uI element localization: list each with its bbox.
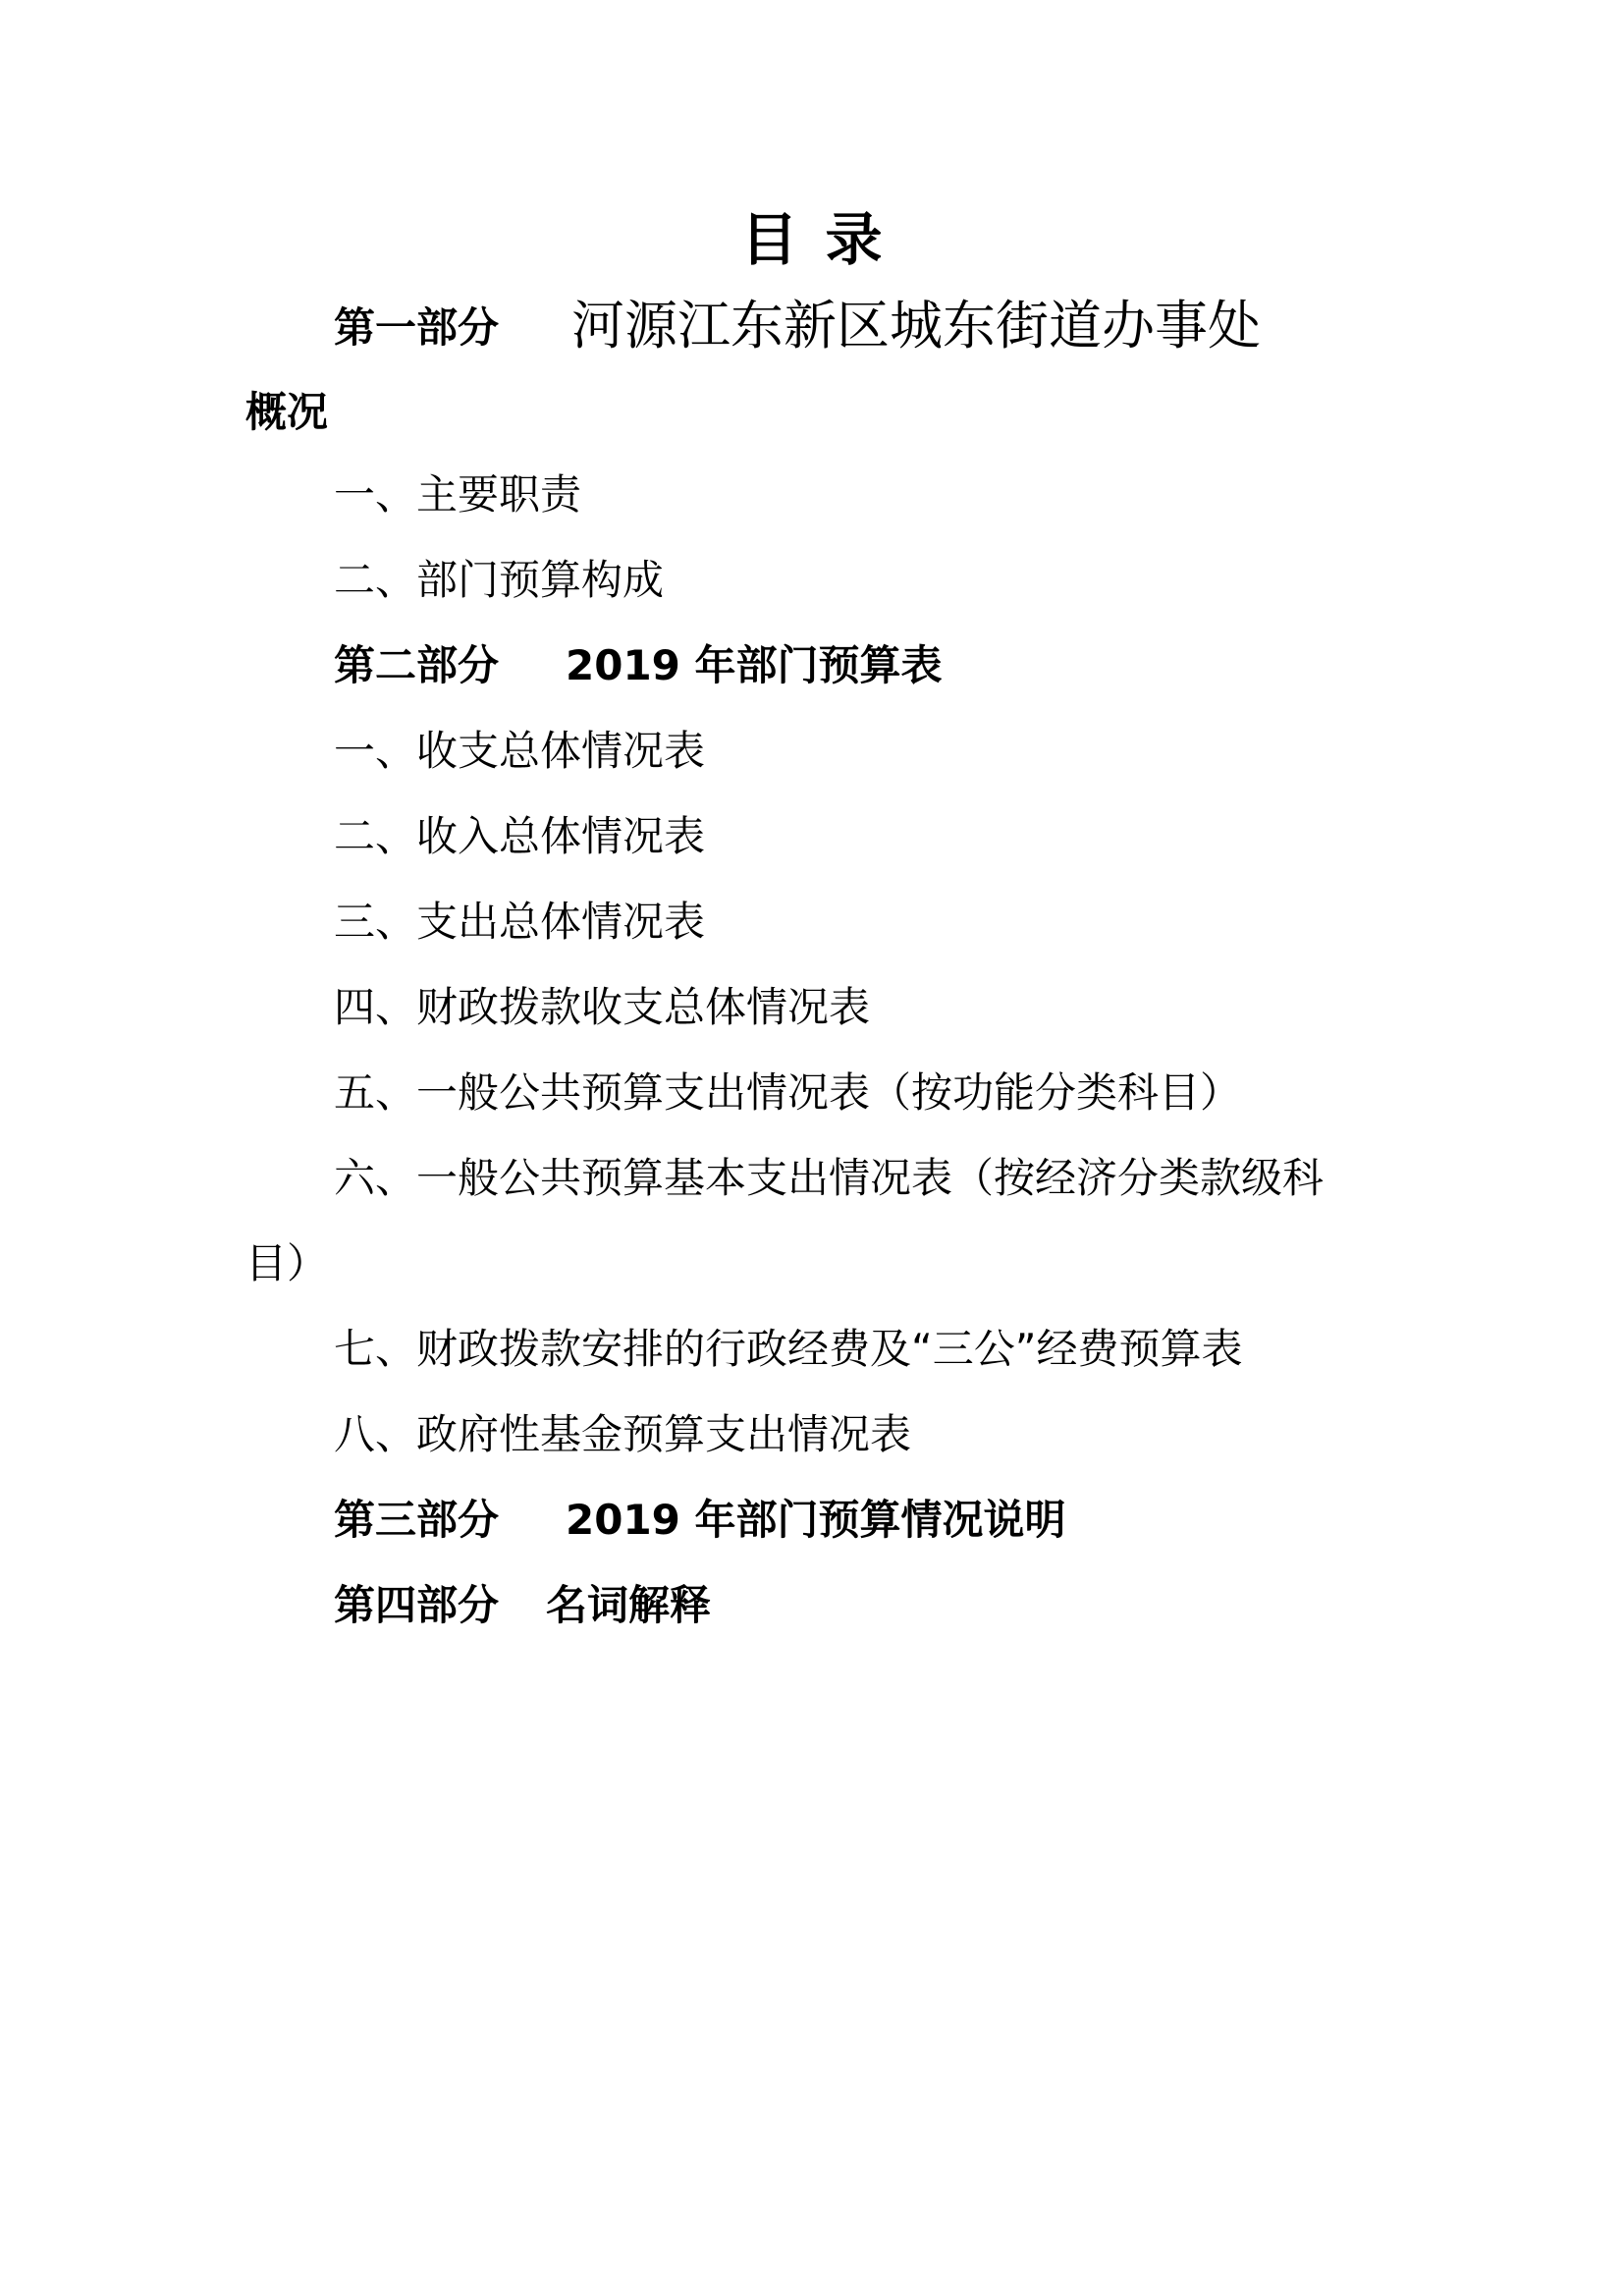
part-1-title-continued: 概况 (245, 388, 329, 436)
toc-part-3 (334, 1491, 1066, 1550)
part-3-label: 第三部分 (334, 1496, 500, 1544)
part-4-title: 名词解释 (546, 1581, 712, 1629)
toc-entry: 一、主要职责 (334, 470, 582, 519)
part-1-label: 第一部分 (334, 303, 500, 352)
part-3-title: 2019 年部门预算情况说明 (566, 1496, 1066, 1544)
part-4-label: 第四部分 (334, 1581, 500, 1629)
part-2-title: 2019 年部门预算表 (566, 641, 943, 689)
toc-entry: 七、财政拨款安排的行政经费及“三公”经费预算表 (334, 1325, 1243, 1373)
toc-entry: 六、一般公共预算基本支出情况表（按经济分类款级科 (334, 1154, 1325, 1202)
toc-entry: 五、一般公共预算支出情况表（按功能分类科目） (334, 1068, 1242, 1117)
toc-entry: 四、财政拨款收支总体情况表 (334, 983, 871, 1031)
part-2-label: 第二部分 (334, 641, 500, 689)
page-title (0, 202, 1623, 277)
toc-entry: 一、收支总体情况表 (334, 727, 706, 775)
toc-entry: 三、支出总体情况表 (334, 898, 706, 946)
toc-entry: 八、政府性基金预算支出情况表 (334, 1410, 912, 1458)
toc-part-4 (334, 1576, 711, 1635)
toc-entry: 二、部门预算构成 (334, 556, 665, 604)
part-1-title: 河源江东新区城东街道办事处 (571, 295, 1262, 356)
title-char-1: 目 (740, 206, 798, 273)
title-char-2: 录 (825, 206, 883, 273)
toc-entry: 二、收入总体情况表 (334, 812, 706, 860)
toc-entry-continued: 目） (245, 1239, 329, 1287)
toc-part-2 (334, 636, 943, 695)
toc-part-1 (334, 295, 1261, 357)
